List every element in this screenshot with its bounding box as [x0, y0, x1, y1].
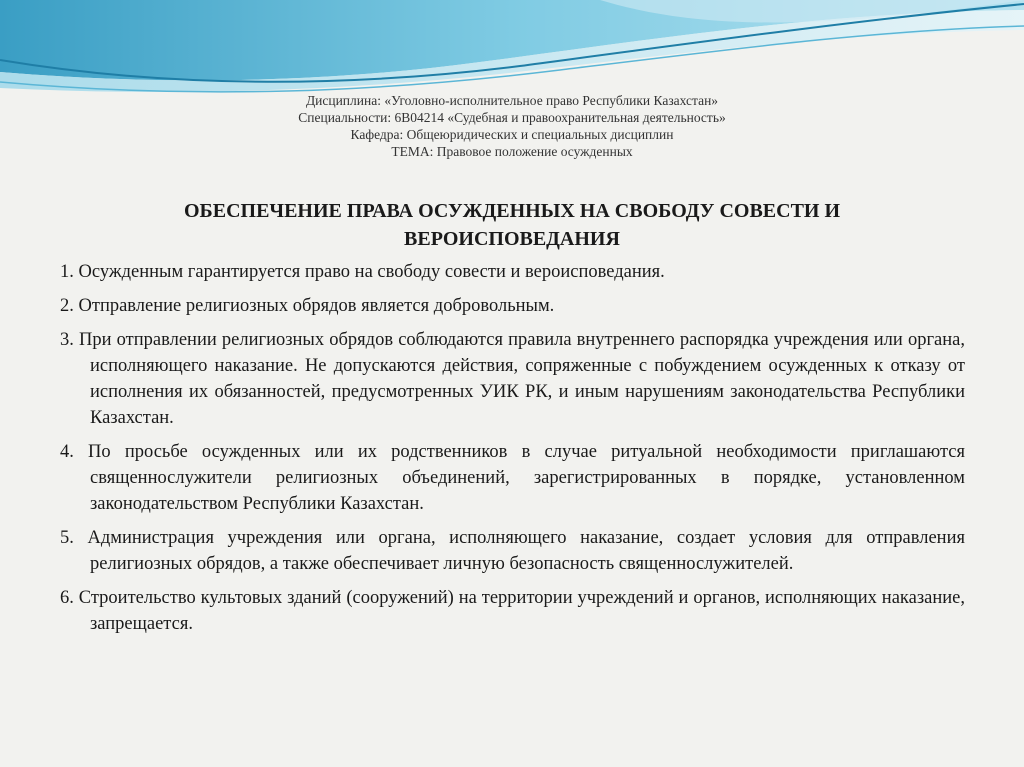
discipline-line: Дисциплина: «Уголовно-исполнительное право Республики Казахстан» — [305, 93, 719, 108]
title-line-2: ВЕРОИСПОВЕДАНИЯ — [404, 228, 620, 250]
topic-line: ТЕМА: Правовое положение осужденных — [391, 144, 633, 159]
slide-header — [130, 92, 894, 160]
provisions-list — [60, 259, 965, 645]
list-item: 6. Строительство культовых зданий (сооружений) на территории учреждений и органов, исполняющих наказание, запрещается. — [60, 588, 965, 634]
list-item: 2. Отправление религиозных обрядов является добровольным. — [60, 296, 555, 316]
list-item: 1. Осужденным гарантируется право на свободу совести и вероисповедания. — [60, 262, 665, 282]
list-item: 5. Администрация учреждения или органа, исполняющего наказание, создает условия для отправления религиозных обрядов, а также обеспечивает личную безопасность священнослужителей. — [60, 528, 965, 574]
department-line: Кафедра: Общеюридических и специальных дисциплин — [350, 127, 674, 142]
list-item: 4. По просьбе осужденных или их родственников в случае ритуальной необходимости приглашаются священнослужители религиозных объединений, зарегистрированных в порядке, установленном законодательством Республики Казахстан. — [60, 442, 965, 514]
title-line-1: ОБЕСПЕЧЕНИЕ ПРАВА ОСУЖДЕННЫХ НА СВОБОДУ СОВЕСТИ И — [183, 200, 841, 222]
specialty-line: Специальности: 6В04214 «Судебная и правоохранительная деятельность» — [298, 110, 726, 125]
slide-title — [110, 197, 914, 253]
list-item: 3. При отправлении религиозных обрядов соблюдаются правила внутреннего распорядка учреждения или органа, исполняющего наказание. Не допускаются действия, сопряженные с побуждением осужденных к отказу от исполнения их обязанностей, предусмотренных УИК РК, и иным нарушениям законодательства Республики Казахстан. — [60, 330, 965, 428]
